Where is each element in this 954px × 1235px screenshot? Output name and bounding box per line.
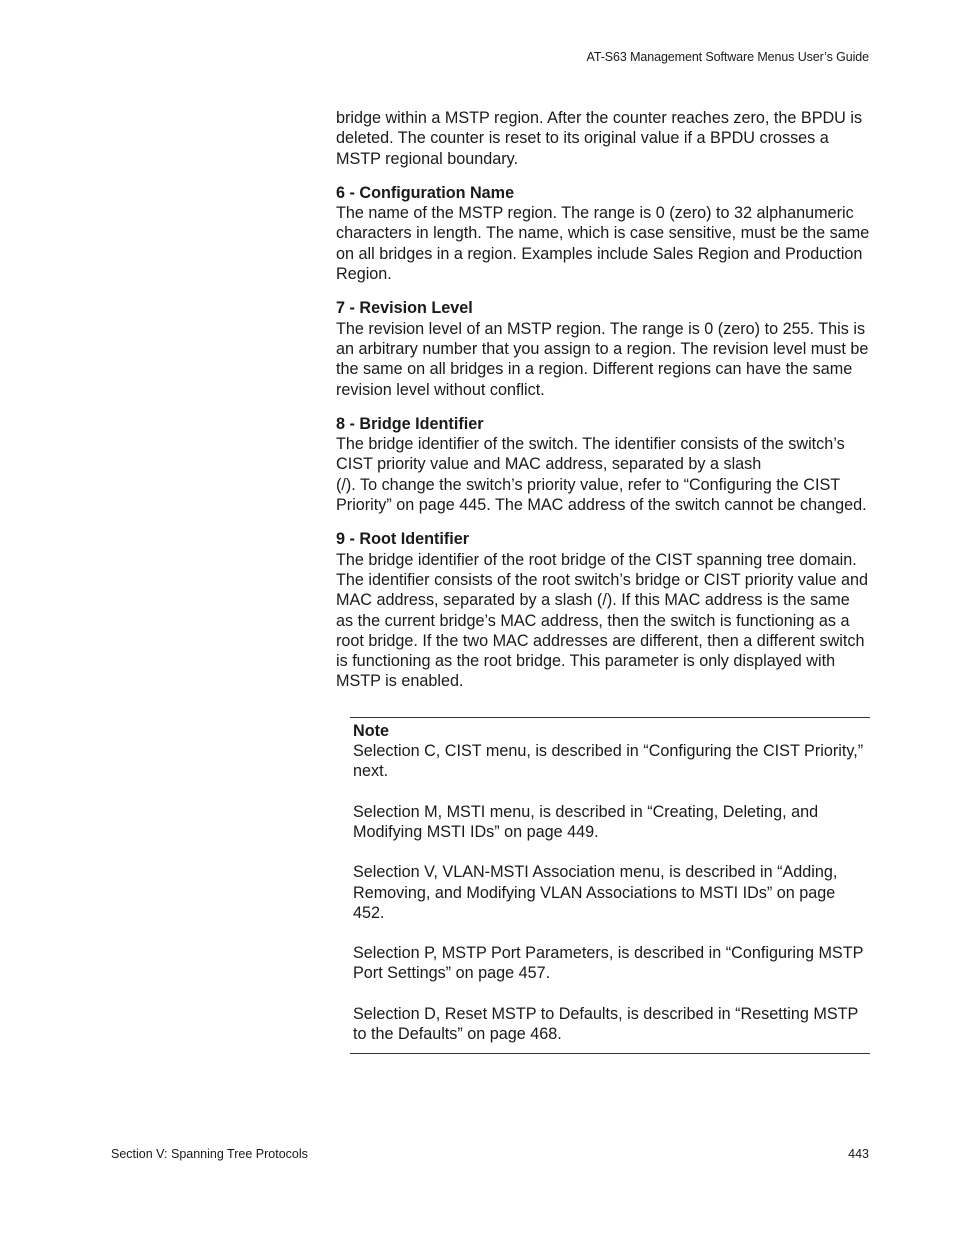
section-body-line2: (/). To change the switch’s priority value, refer to “Configuring the CIST Priority” on page 445. The MAC address of the switch cannot be changed. — [336, 475, 867, 515]
section-configuration-name — [336, 183, 870, 284]
footer-page-number: 443 — [848, 1147, 869, 1161]
section-bridge-identifier — [336, 414, 870, 515]
note-item: Selection D, Reset MSTP to Defaults, is described in “Resetting MSTP to the Defaults” on page 468. — [353, 1004, 859, 1043]
page-content — [336, 108, 870, 1054]
section-revision-level — [336, 298, 870, 399]
section-body: The bridge identifier of the root bridge of the CIST spanning tree domain. The identifier consists of the root switch’s bridge or CIST priority value and MAC address, separated by a slash (/). If this MAC address is the same as the current bridge’s MAC address, then the switch is functioning as a root bridge. If the two MAC addresses are different, then a different switch is functioning as the root bridge. This parameter is only displayed with MSTP is enabled. — [336, 550, 869, 691]
note-item: Selection C, CIST menu, is described in “Configuring the CIST Priority,” next. — [353, 742, 864, 781]
note-item: Selection P, MSTP Port Parameters, is described in “Configuring MSTP Port Settings” on page 457. — [353, 944, 864, 983]
section-title: 8 - Bridge Identifier — [336, 414, 484, 433]
note-item: Selection V, VLAN-MSTI Association menu, is described in “Adding, Removing, and Modifying VLAN Associations to MSTI IDs” on page 452. — [353, 863, 838, 922]
section-body: The revision level of an MSTP region. The range is 0 (zero) to 255. This is an arbitrary number that you assign to a region. The revision level must be the same on all bridges in a region. Different regions can have the same revision level without conflict. — [336, 319, 869, 399]
section-title: 6 - Configuration Name — [336, 183, 515, 202]
footer-section-title: Section V: Spanning Tree Protocols — [111, 1147, 308, 1161]
note-box — [350, 717, 870, 1055]
note-item: Selection M, MSTI menu, is described in “Creating, Deleting, and Modifying MSTI IDs” on page 449. — [353, 802, 819, 841]
section-root-identifier — [336, 529, 870, 691]
note-title: Note — [353, 721, 389, 740]
section-body: The name of the MSTP region. The range is 0 (zero) to 32 alphanumeric characters in length. The name, which is case sensitive, must be the same on all bridges in a region. Examples include Sales Region and Production Region. — [336, 204, 870, 284]
section-body-line1: The bridge identifier of the switch. The identifier consists of the switch’s CIST priority value and MAC address, separated by a slash — [336, 435, 845, 474]
section-title: 7 - Revision Level — [336, 299, 473, 318]
intro-paragraph: bridge within a MSTP region. After the counter reaches zero, the BPDU is deleted. The counter is reset to its original value if a BPDU crosses a MSTP regional boundary. — [336, 109, 863, 168]
running-header: AT-S63 Management Software Menus User’s Guide — [586, 50, 869, 64]
section-title: 9 - Root Identifier — [336, 530, 470, 549]
